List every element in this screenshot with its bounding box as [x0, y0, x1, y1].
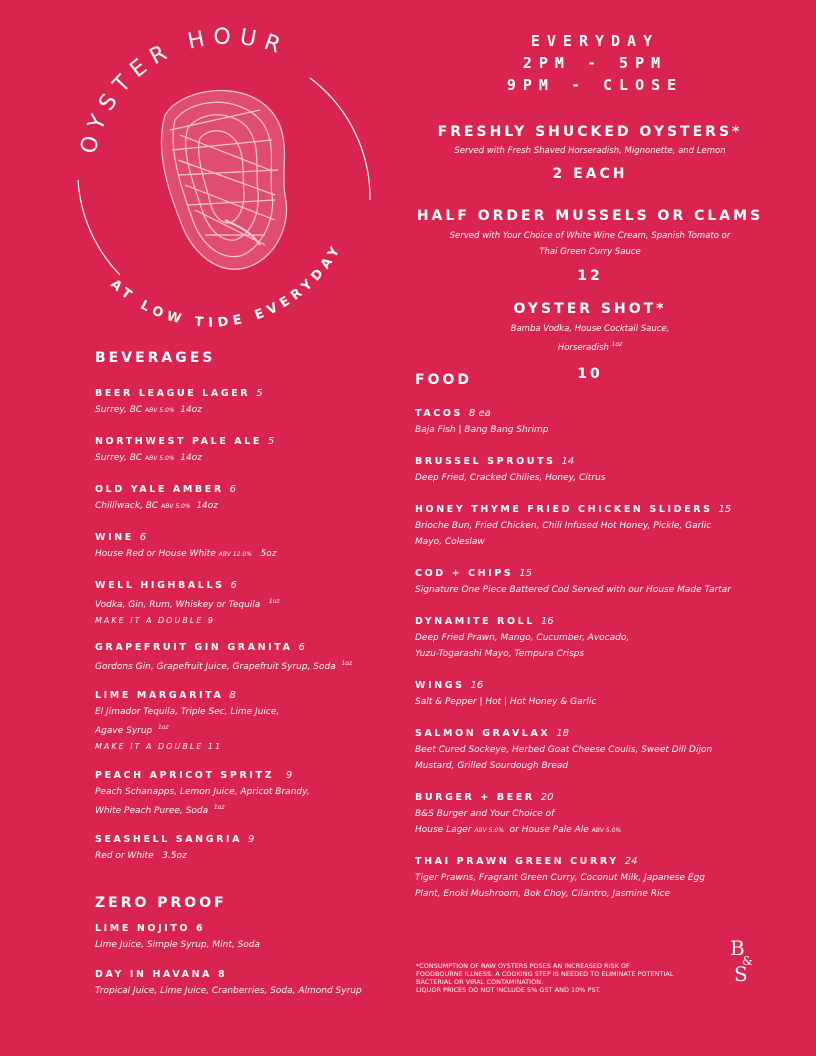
- item-name: DYNAMITE ROLL: [415, 616, 535, 627]
- list-item: [415, 790, 765, 854]
- item-desc: Vodka, Gin, Rum, Whiskey or Tequila: [95, 600, 261, 610]
- item-price: 9: [285, 770, 293, 781]
- item-price: 5: [256, 388, 263, 399]
- item-desc: House Red or House White: [95, 549, 216, 559]
- oyster-hour-badge: [60, 20, 390, 340]
- feature-price: 10: [577, 365, 603, 382]
- item-size: 14oz: [196, 501, 218, 511]
- item-name: WINGS: [415, 680, 465, 691]
- list-item: [415, 454, 765, 502]
- schedule: [470, 30, 720, 96]
- item-abv: ABV 5.0%: [145, 455, 175, 462]
- arc-title-text: OYSTER HOUR: [76, 24, 292, 157]
- feature-price: 12: [577, 268, 603, 284]
- logo-letter-s: S: [734, 962, 748, 985]
- item-name: GRAPEFRUIT GIN GRANITA: [95, 642, 293, 653]
- list-item: [415, 854, 765, 902]
- item-abv: ABV 5.0%: [591, 827, 622, 834]
- item-desc: LIme Juice, Simple Syrup, Mint, Soda: [95, 940, 261, 950]
- item-desc-2: White Peach Puree, Soda: [95, 806, 209, 816]
- item-name: BURGER + BEER: [415, 792, 535, 803]
- item-extra: MAKE IT A DOUBLE 9: [95, 616, 215, 625]
- list-item: [415, 406, 765, 454]
- item-price: 24: [624, 856, 638, 867]
- list-item: [415, 502, 765, 566]
- feature-desc: Served with Fresh Shaved Horseradish, Mignonette, and Lemon: [454, 146, 726, 156]
- feature-price: 2 EACH: [552, 166, 628, 182]
- feature-title: HALF ORDER MUSSELS OR CLAMS: [416, 208, 764, 224]
- feature-desc: Served with Your Choice of White Wine Cream, Spanish Tomato or: [449, 231, 731, 241]
- item-size: 5oz: [260, 549, 277, 559]
- item-price: 9: [248, 834, 255, 845]
- feature-title: FRESHLY SHUCKED OYSTERS*: [437, 124, 743, 140]
- item-desc: Deep Fried, Cracked Chilies, Honey, Citrus: [415, 473, 606, 483]
- item-size: 1oz: [268, 598, 280, 605]
- food-section: [415, 372, 472, 388]
- feature-desc-2: Thai Green Curry Sauce: [539, 247, 641, 257]
- item-name: BEER LEAGUE LAGER: [95, 388, 251, 399]
- item-price: 6: [139, 532, 147, 543]
- list-item: [415, 678, 765, 726]
- item-name: HONEY THYME FRIED CHICKEN SLIDERS: [415, 504, 713, 515]
- item-price: 5: [267, 436, 275, 447]
- item-name: BRUSSEL SPROUTS: [415, 456, 556, 467]
- item-price: 6: [229, 484, 237, 495]
- disclaimer-line: FOODBOURNE ILLNESS. A COOKING STEP IS NEEDED TO ELIMINATE POTENTIAL: [416, 970, 674, 978]
- item-name: SALMON GRAVLAX: [415, 728, 551, 739]
- item-price: 20: [540, 792, 554, 803]
- list-item: [95, 482, 425, 530]
- item-desc-2: Plant, Enoki Mushroom, Bok Choy, Cilantro, Jasmine Rice: [415, 889, 670, 899]
- item-desc: Gordons Gin, Grapefruit Juice, Grapefruit Syrup, Soda: [95, 662, 336, 672]
- item-desc: Tropical Juice, Lime Juice, Cranberries, Soda, Almond Syrup: [95, 986, 362, 996]
- section-title: FOOD: [415, 372, 472, 388]
- item-name: PEACH APRICOT SPRITZ: [95, 770, 275, 781]
- item-desc: Baja Fish | Bang Bang Shrimp: [415, 425, 549, 435]
- logo-ampersand: &: [742, 954, 753, 968]
- item-desc-2: Yuzu-Togarashi Mayo, Tempura Crisps: [415, 649, 585, 659]
- item-name: SEASHELL SANGRIA: [95, 834, 243, 845]
- list-item: [95, 640, 425, 688]
- list-item: [95, 768, 425, 832]
- feature-desc-2: Horseradish $^{1oz}$: [557, 341, 623, 353]
- item-name: LIME NOJITO 6: [95, 923, 206, 934]
- schedule-time-1: 2PM - 5PM: [522, 54, 668, 72]
- item-name: THAI PRAWN GREEN CURRY: [415, 856, 619, 867]
- feature-oysters: [400, 122, 780, 184]
- item-price: 15: [519, 568, 533, 579]
- item-size: 3.5oz: [162, 851, 187, 861]
- schedule-days: EVERYDAY: [530, 32, 660, 50]
- item-name: OLD YALE AMBER: [95, 484, 224, 495]
- list-item: [95, 921, 425, 967]
- item-desc: Surrey, BC: [95, 453, 143, 463]
- item-size: 1oz: [158, 724, 169, 731]
- list-item: [95, 578, 425, 640]
- item-desc: B&S Burger and Your Choice of: [415, 809, 555, 819]
- disclaimer: [416, 962, 736, 994]
- feature-mussels: [400, 206, 780, 286]
- item-price: 18: [556, 728, 569, 739]
- item-extra: MAKE IT A DOUBLE 11: [95, 742, 223, 751]
- item-price: 14: [561, 456, 575, 467]
- item-desc: Red or White: [95, 851, 154, 861]
- beverage-list: [95, 386, 425, 880]
- list-item: [95, 386, 425, 434]
- feature-desc: Bamba Vodka, House Cocktail Sauce,: [510, 324, 670, 334]
- item-price: 16: [540, 616, 554, 627]
- list-item: [95, 967, 425, 999]
- item-desc: Salt & Pepper | Hot | Hot Honey & Garlic: [415, 697, 597, 707]
- item-name: TACOS: [415, 408, 463, 419]
- item-abv: ABV 12.0%: [218, 551, 252, 558]
- disclaimer-line: BACTERIAL OR VIRAL CONTAMINATION.: [416, 978, 544, 986]
- item-price: 6: [298, 642, 305, 653]
- item-name: WINE: [95, 532, 134, 543]
- item-price: 15: [718, 504, 732, 515]
- list-item: [415, 726, 765, 790]
- section-title: ZERO PROOF: [95, 895, 227, 911]
- item-size: 1oz: [213, 804, 225, 811]
- item-desc: Brioche Bun, Fried Chicken, Chili Infused Hot Honey, Pickle, Garlic: [415, 521, 712, 531]
- item-size: 14oz: [180, 405, 202, 415]
- disclaimer-line: *CONSUMPTION OF RAW OYSTERS POSES AN INCREASED RISK OF: [416, 962, 630, 970]
- list-item: [95, 530, 425, 578]
- item-name: NORTHWEST PALE ALE: [95, 436, 262, 447]
- item-price: 6: [230, 580, 237, 591]
- item-size: 1oz: [341, 660, 353, 667]
- item-desc: Chilliwack, BC: [95, 501, 159, 511]
- list-item: [415, 566, 765, 614]
- list-item: [95, 434, 425, 482]
- logo-letter-b: B: [730, 936, 745, 960]
- item-name: DAY IN HAVANA 8: [95, 969, 228, 980]
- item-desc: Surrey, BC: [95, 405, 143, 415]
- item-price: 8 ea: [468, 408, 491, 419]
- badge-ring-right: [310, 78, 370, 200]
- food-list: [415, 406, 765, 902]
- item-desc-2: Agave Syrup: [95, 726, 153, 736]
- item-price: 8: [229, 690, 236, 701]
- item-desc: Deep Fried Prawn, Mango, Cucumber, Avocado,: [415, 633, 630, 643]
- item-name: WELL HIGHBALLS: [95, 580, 225, 591]
- item-name: COD + CHIPS: [415, 568, 514, 579]
- item-desc-2b: or House Pale Ale: [509, 825, 589, 835]
- brand-logo: [728, 935, 758, 985]
- item-desc-2: Mustard, Grilled Sourdough Bread: [415, 761, 569, 771]
- arc-subtitle-text: AT LOW TIDE EVERYDAY: [107, 240, 346, 331]
- item-desc: Peach Schanapps, Lemon Juice, Apricot Brandy,: [95, 787, 310, 797]
- disclaimer-line: LIQUOR PRICES DO NOT INCLUDE 5% GST AND 10% PST.: [416, 986, 601, 994]
- list-item: [95, 832, 425, 880]
- beverages-section: [95, 350, 215, 366]
- item-desc: Signature One Piece Battered Cod Served with our House Made Tartar: [415, 585, 732, 595]
- item-desc: Beet Cured Sockeye, Herbed Goat Cheese Coulis, Sweet Dill Dijon: [415, 745, 713, 755]
- oyster-illustration-icon: [161, 91, 286, 270]
- item-size: 14oz: [180, 453, 202, 463]
- item-abv: ABV 5.0%: [474, 827, 504, 834]
- schedule-time-2: 9PM - CLOSE: [506, 76, 684, 94]
- list-item: [415, 614, 765, 678]
- badge-ring-left: [78, 180, 120, 275]
- item-name: LIME MARGARITA: [95, 690, 224, 701]
- item-desc-2a: House Lager: [415, 825, 472, 835]
- item-desc-2: Mayo, Coleslaw: [415, 537, 485, 547]
- item-abv: ABV 5.0%: [145, 407, 175, 414]
- item-desc: El Jimador Tequila, Triple Sec, Lime Juice,: [95, 707, 280, 717]
- zero-proof-section: [95, 895, 425, 999]
- item-desc: Tiger Prawns, Fragrant Green Curry, Coconut Milk, Japanese Egg: [415, 873, 705, 883]
- list-item: [95, 688, 425, 768]
- item-price: 16: [470, 680, 484, 691]
- feature-title: OYSTER SHOT*: [513, 301, 667, 317]
- item-abv: ABV 5.0%: [161, 503, 191, 510]
- section-title: BEVERAGES: [95, 350, 216, 366]
